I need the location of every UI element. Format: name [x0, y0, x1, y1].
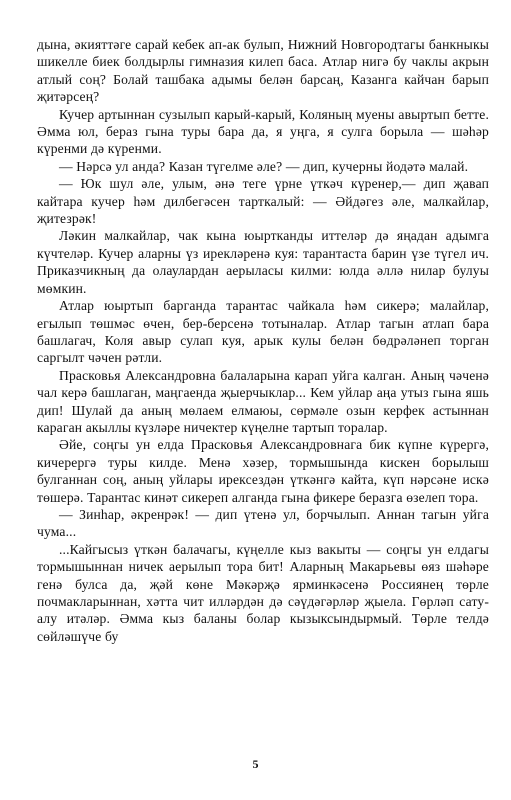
paragraph: ...Кайгысыз үткән балачагы, күңелле кыз вакыты — соңгы ун елдагы тормышыннан ничек аерылып тора бит! Аларның Макарьевы өяз шәһәре генә булса да, җәй көне Мәкәрҗә ярминкәсенә Россиянең төрле почмакларыннан, хәтта чит илләрдән дә сәүдәгәрләр җыела. Гөрләп сату-алу итәләр. Әмма кыз баланы болар кызыксындырмый. Төрле телдә сөйләшүче бу	[37, 541, 489, 644]
paragraph: Ләкин малкайлар, чак кына юыртканды иттеләр дә яңадан адымга күчтеләр. Кучер аларны үз ирекләренә куя: тарантаста барин үзе түгел ич. Приказчикның да олаулардан аерыласы килми: юлда әллә нилар булуы мөмкин.	[37, 228, 489, 296]
paragraph-continuation: дына, әкияттәге сарай кебек ап-ак булып, Нижний Новгородтагы банкныкы шикелле биек болдырлы гимназия килеп баса. Атлар нигә бу чаклы акрын атлый соң? Болай ташбака адымы белән барсаң, Казанга кайчан барып җитәрсең?	[37, 37, 489, 105]
paragraph: Кучер артыннан сузылып карый-карый, Коляның муены авыртып бетте. Әмма юл, бераз гына туры бара да, я уңга, я сулга борыла — шәһәр күренми дә күренми.	[37, 106, 489, 157]
paragraph: Әйе, соңгы ун елда Прасковья Александровнага бик күпне күрергә, кичерергә туры килде. Менә хәзер, тормышында кискен борылыш булганнан соң, аның уйлары ирексездән үткәнгә кайта, күп нәрсәне искә төшерә. Тарантас кинәт сикереп алганда гына фикере беразга өзелеп тора.	[37, 437, 489, 505]
dialogue-paragraph: — Юк шул әле, улым, әнә теге үрне үткәч күренер,— дип җавап кайтара кучер һәм дилбегәсен тарткалый: — Әйдәгез әле, малкайлар, җитезрәк!	[37, 176, 489, 227]
page-number: 5	[252, 757, 259, 771]
paragraph: Атлар юыртып барганда тарантас чайкала һәм сикерә; малайлар, егылып төшмәс өчен, бер-берсенә тотыналар. Атлар тагын атлап бара башлагач, Коля авыр сулап куя, арык кулы белән бөдрәләнеп торган саргылт чәчен рәтли.	[37, 298, 489, 366]
paragraph: Прасковья Александровна балаларына карап уйга калган. Аның чәченә чал керә башлаган, маңгаенда җыерчыклар... Кем уйлар аңа утыз гына яшь дип! Шулай да аның мөлаем елмаюы, сөрмәле озын керфек астыннан караган акыллы күзләре ничектер күңелне тартып торалар.	[37, 367, 489, 435]
body-text	[37, 36, 489, 645]
dialogue-paragraph: — Зинһар, әкренрәк! — дип үтенә ул, борчылып. Аннан тагын уйга чума...	[37, 506, 489, 540]
dialogue-paragraph: — Нәрсә ул анда? Казан түгелме әле? — дип, кучерны йодәтә малай.	[59, 158, 469, 174]
